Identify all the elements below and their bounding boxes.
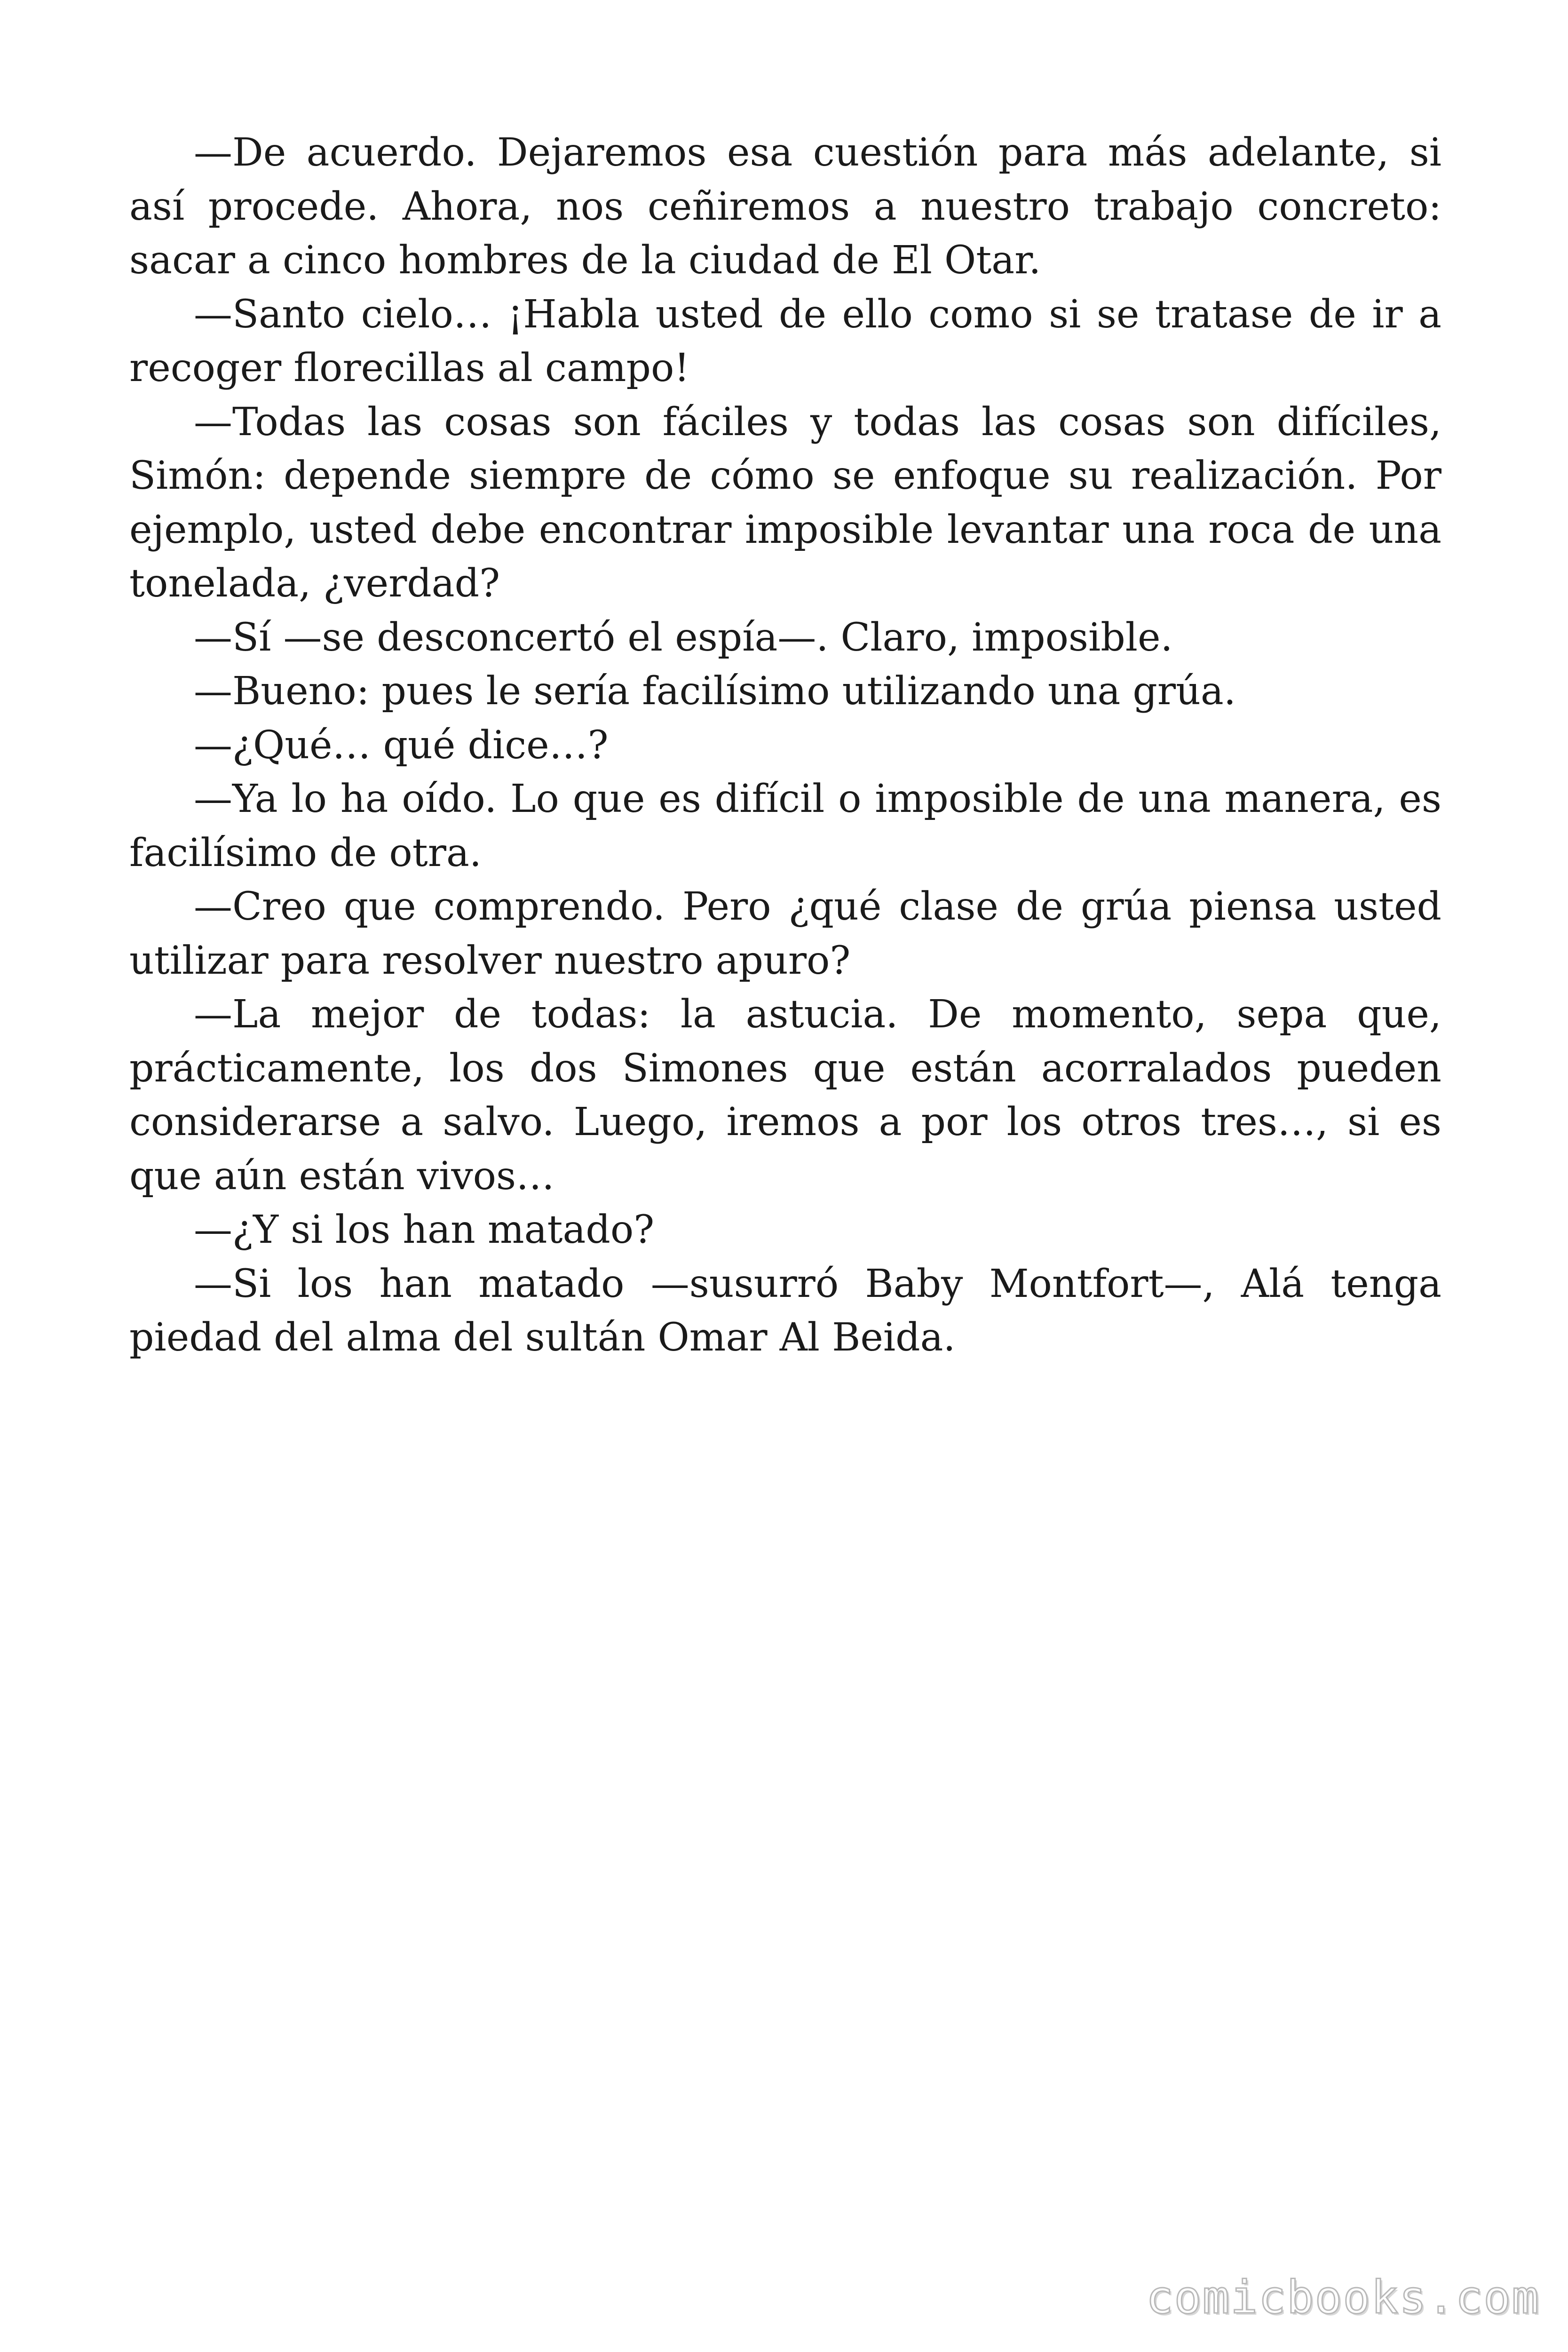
paragraph: —Creo que comprendo. Pero ¿qué clase de grúa piensa usted utilizar para resolver nuestro apuro? [129,884,1441,983]
paragraph: —¿Qué… qué dice…? [194,723,609,768]
paragraph: —¿Y si los han matado? [194,1208,655,1252]
paragraph: —Si los han matado —susurró Baby Montfort—, Alá tenga piedad del alma del sultán Omar Al Beida. [129,1261,1441,1360]
paragraph: —Sí —se desconcertó el espía—. Claro, imposible. [194,615,1173,660]
paragraph: —Santo cielo… ¡Habla usted de ello como si se tratase de ir a recoger florecillas al campo! [129,292,1441,390]
watermark: comicbooks.com [1146,2271,1540,2324]
paragraph: —Todas las cosas son fáciles y todas las cosas son difíciles, Simón: depende siempre de cómo se enfoque su realización. Por ejemplo, usted debe encontrar imposible levantar una roca de una tonelada, ¿verdad? [129,399,1441,606]
paragraph: —Bueno: pues le sería facilísimo utilizando una grúa. [194,669,1236,714]
paragraph: —La mejor de todas: la astucia. De momento, sepa que, prácticamente, los dos Simones que están acorralados pueden considerarse a salvo. Luego, iremos a por los otros tres…, si es que aún están vivos… [129,992,1441,1199]
paragraph: —De acuerdo. Dejaremos esa cuestión para más adelante, si así procede. Ahora, nos ceñiremos a nuestro trabajo concreto: sacar a cinco hombres de la ciudad de El Otar. [129,130,1441,283]
paragraph: —Ya lo ha oído. Lo que es difícil o imposible de una manera, es facilísimo de otra. [129,777,1441,875]
body-text [129,126,1441,1365]
